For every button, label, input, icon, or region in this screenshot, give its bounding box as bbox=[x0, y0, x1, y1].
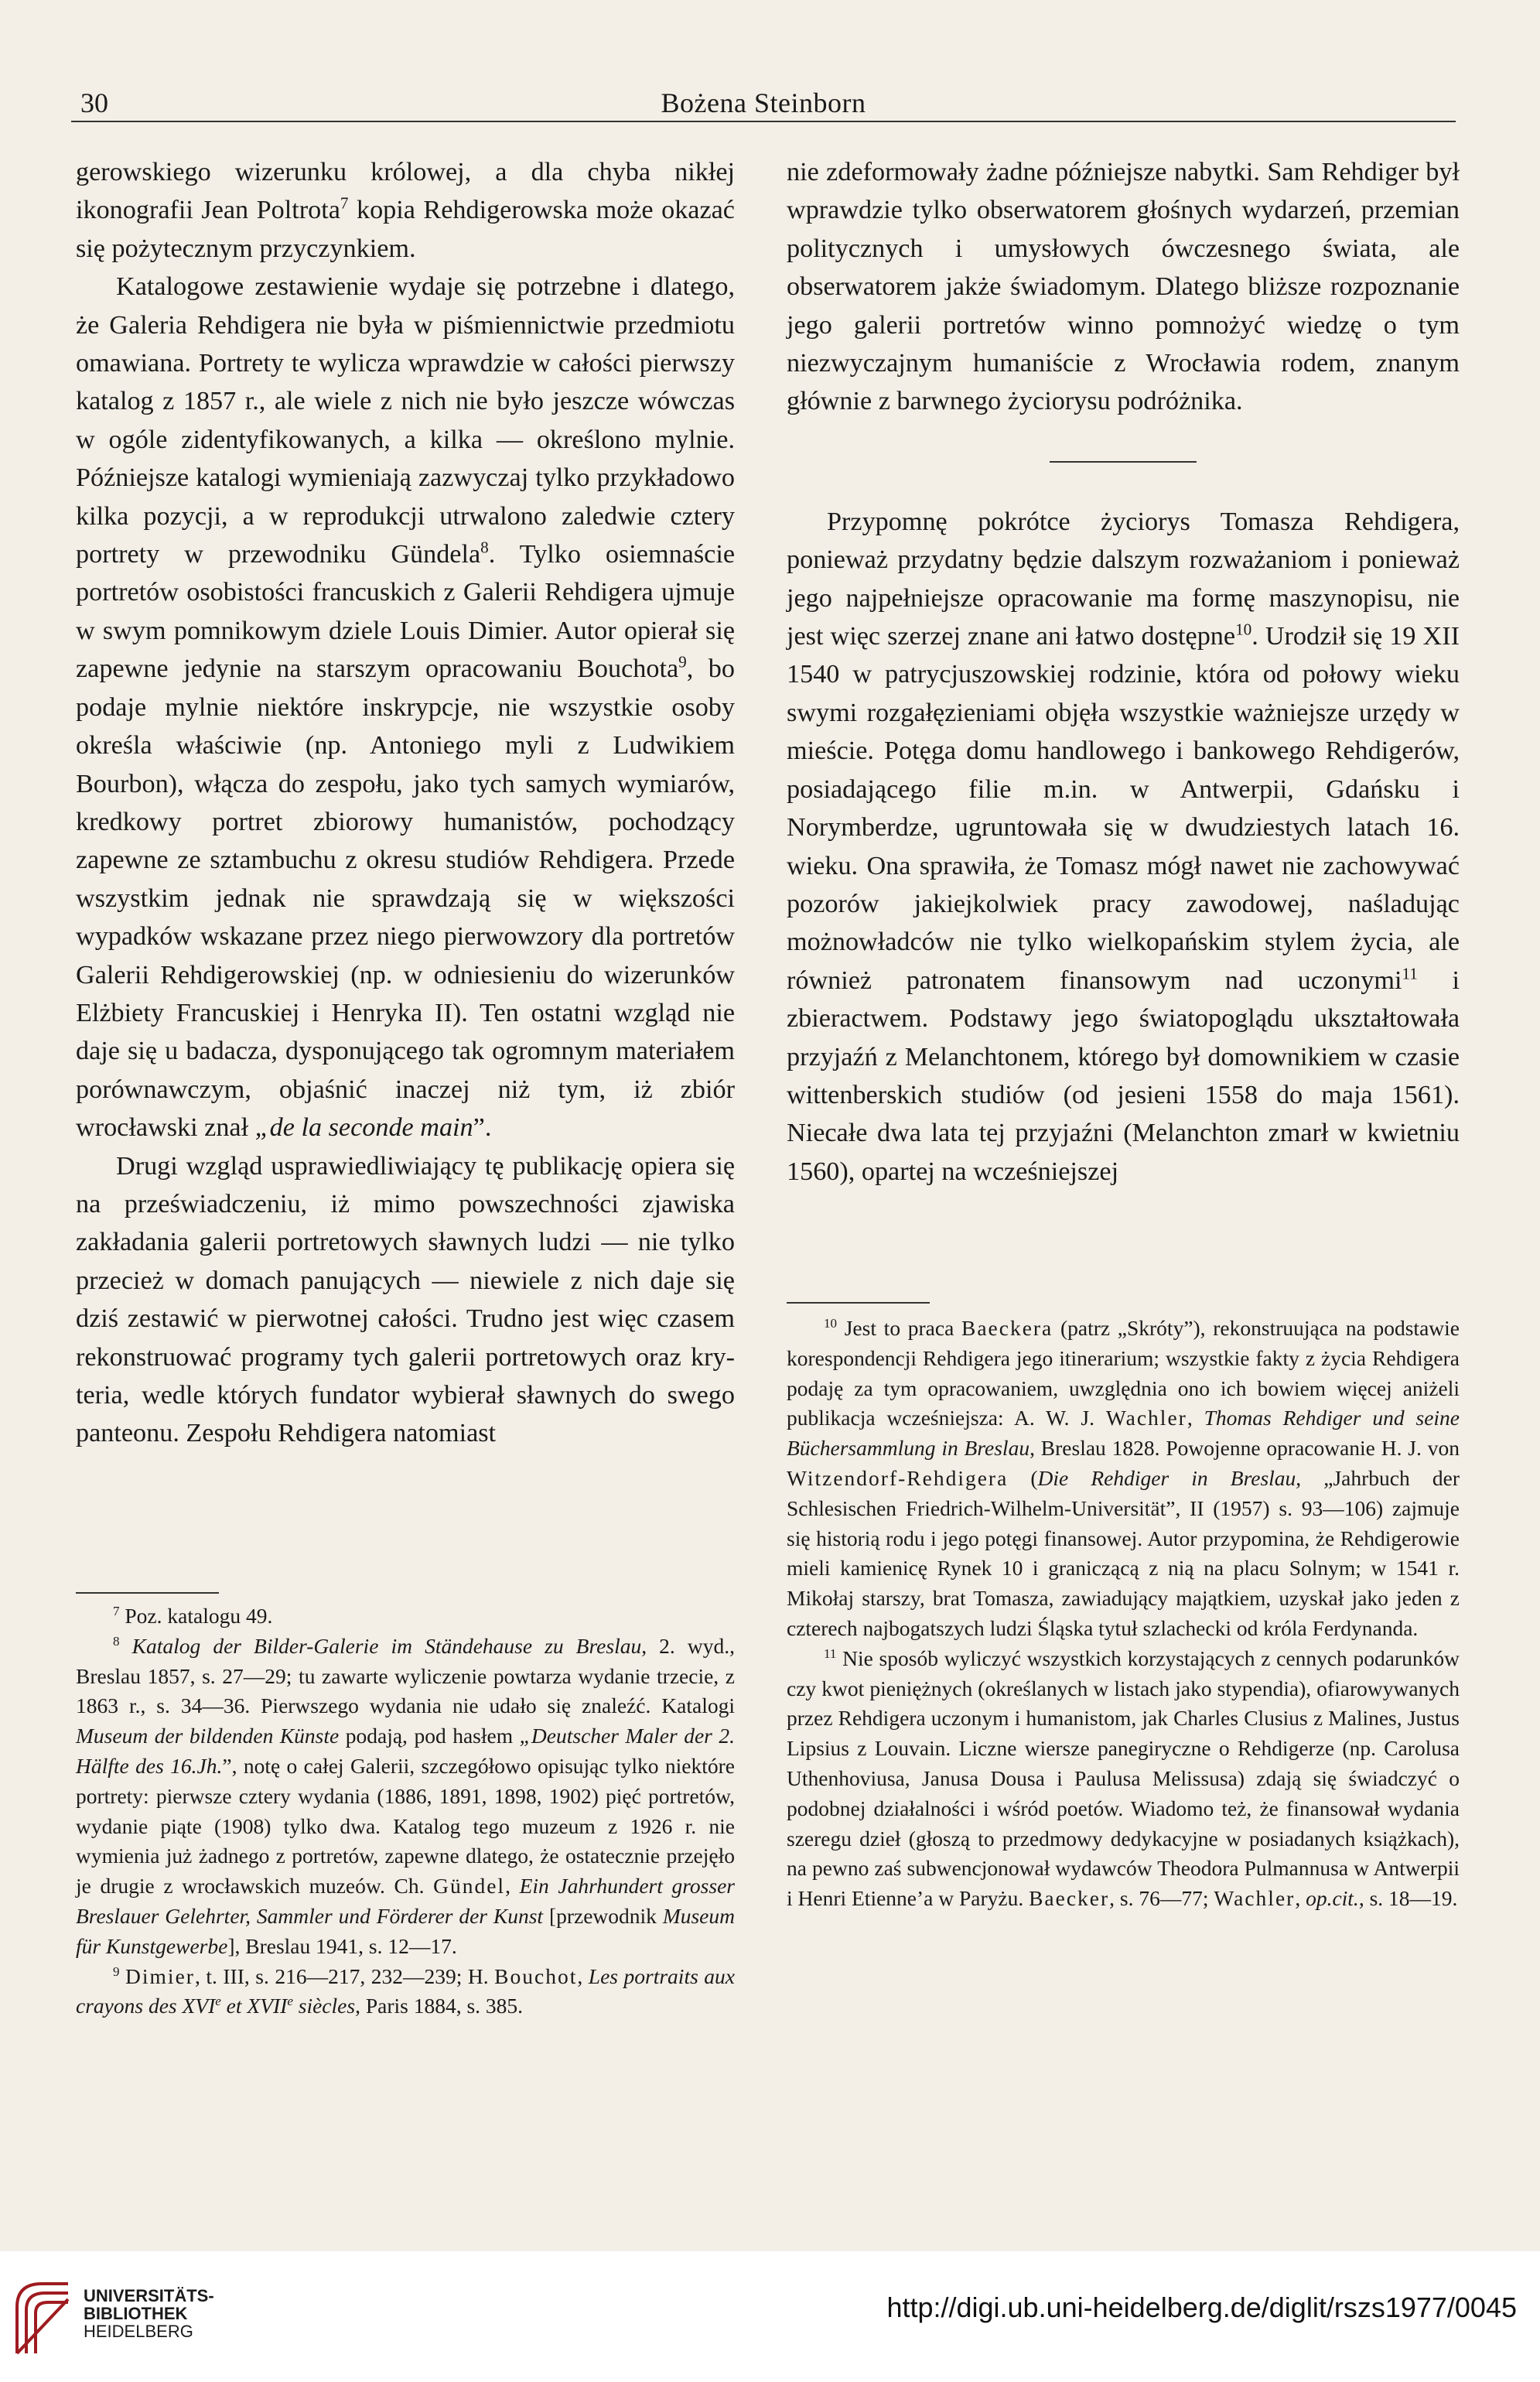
library-name bbox=[84, 2287, 214, 2340]
page-header bbox=[71, 84, 1456, 130]
library-line: HEIDELBERG bbox=[84, 2322, 193, 2341]
paragraph: gerowskiego wizerunku królowej, a dla chyba nikłej ikonografii Jean Poltrota$^7$ kopia Rehdigerowska może okazać się pożytecznym przyczynkiem. bbox=[76, 158, 735, 263]
footnotes-right bbox=[787, 1314, 1460, 1914]
paragraph: Katalogowe zestawienie wydaje się potrzebne i dlatego, że Galeria Rehdigera nie była w piśmiennictwie przedmiotu omawiana. Portrety te wylicza wprawdzie w całości pierwszy katalog z 1857 r., ale wiele z nich nie było jeszcze wówczas w ogóle zidentyfikowanych, a kilka — określono mylnie. Późniejsze katalogi wymieniają zazwyczaj tylko przykładowo kilka pozycji, a w reprodukcji utrwalono zaledwie cztery portrety w przewodniku Gündela$^8$. Tylko osiemnaście portretów osobistości francuskich z Galerii Rehdigera ujmuje w swym pomnikowym dziele Louis Dimier. Autor opierał się zapewne jedynie na starszym opracowaniu Bouchota$^9$, bo podaje mylnie niektóre inskrypcje, nie wszystkie osoby określa właściwie (np. Antoniego myli z Ludwikiem Bourbon), włącza do zespołu, jako tych samych wymiarów, kredkowy portret zbiorowy humanistów, pochodzący zapewne ze sztambuchu z okresu studiów Rehdigera. Przede wszystkim jednak nie sprawdzają się w większości wypadków wskazane przez niego pierwowzory dla portretów Galerii Rehdigerowskiej (np. w odniesieniu do wizerunków Elżbiety Francuskiej i Henryka II). Ten ostatni wzgląd nie daje się u badacza, dysponującego tak ogromnym materiałem porównawczym, objaśnić inaczej niż tym, iż zbiór wrocławski znał „de la seconde main”. bbox=[76, 272, 735, 1143]
right-column bbox=[787, 153, 1460, 1191]
footnotes-left bbox=[76, 1601, 735, 2021]
footnote: $^8$ Katalog der Bilder-Galerie im Ständehause zu Breslau, 2. wyd., Breslau 1857, s. 27—29; tu zawarte wyliczenie powtarza wydanie trzecie, z 1863 r., s. 34—36. Pierwszego wydania nie udało się znaleźć. Katalogi Museum der bildenden Künste podają, pod hasłem „Deutscher Maler der 2. Hälfte des 16.Jh.”, notę o całej Galerii, szczegółowo opisując tylko niektóre portrety: pierwsze cztery wydania (1886, 1891, 1898, 1902) pięć portretów, wydanie piąte (1908) tylko dwa. Katalog tego muzeum z 1926 r. nie wymienia już żadnego z portretów, zapewne dlatego, że ostatecznie przejęło je drugie z wrocławskich muzeów. Ch. Gündel, Ein Jahrhundert grosser Breslauer Gelehrter, Sammler und Förderer der Kunst [przewodnik Museum für Kunstgewerbe], Breslau 1941, s. 12—17. bbox=[76, 1633, 736, 1958]
footnote: $^9$ Dimier, t. III, s. 216—217, 232—239; H. Bouchot, Les portraits aux crayons des XVIe et XVIIe siècles, Paris 1884, s. 385. bbox=[76, 1963, 736, 2018]
footnote: $^7$ Poz. katalogu 49. bbox=[113, 1603, 273, 1628]
footnote: $^{11}$ Nie sposób wyliczyć wszystkich korzystających z cennych podarunków czy kwot pieniężnych (określanych w listach jako stypendia), ofiarowywanych przez Rehdigera uczonym i humanistom, jak Charles Clusius z Malines, Justus Lipsius z Louvain. Liczne wiersze panegiryczne o Rehdigerze (np. Carolusa Uthenhoviusa, Janusa Dousa i Paulusa Melissusa) zdają się świadczyć o podobnej działalności i wśród poetów. Wiadomo też, że finansował wydania szeregu dzieł (głoszą to przedmowy dedykacyjne w posiadanych książkach), na pewno zaś subwencjonował wydawców Theodora Pulmannusa w Antwerpii i Henri Etienne’a w Paryżu. Baecker, s. 76—77; Wachler, op.cit., s. 18—19. bbox=[787, 1646, 1460, 1911]
library-logo-icon bbox=[11, 2276, 74, 2361]
permalink-url[interactable]: http://digi.ub.uni-heidelberg.de/diglit/rszs1977/0045 bbox=[886, 2291, 1517, 2323]
footnote-rule bbox=[76, 1592, 219, 1594]
paragraph: Drugi wzgląd usprawiedliwiający tę publikację opiera się na przeświadczeniu, iż mimo powszechności zjawiska zakładania galerii portretowych sławnych ludzi — nie tylko przecież w domach panujących — niewiele z nich daje się dziś zestawić w pierwotnej całości. Trudno jest więc czasem rekonstruować programy tych galerii portretowych oraz kryteria, wedle których fundator wybierał sławnych do swego panteonu. Zespołu Rehdigera natomiast bbox=[76, 1151, 735, 1448]
footnote-rule bbox=[787, 1302, 930, 1304]
section-separator bbox=[1050, 461, 1197, 463]
running-title: Bożena Steinborn bbox=[661, 87, 866, 118]
paragraph: nie zdeformowały żadne późniejsze nabytki. Sam Rehdiger był wprawdzie tylko obserwatorem głośnych wydarzeń, przemian politycznych i umysłowych ówczesnego świata, ale obserwatorem jakże świadomym. Dlatego bliższe rozpoznanie jego galerii portretów winno pomnożyć wiedzę o tym niezwyczajnym humaniście z Wrocławia rodem, znanym głównie z barwnego życiorysu podróżnika. bbox=[787, 158, 1460, 416]
footnote: $^{10}$ Jest to praca Baeckera (patrz „Skróty”), rekonstruująca na podstawie korespondencji Rehdigera jego itinerarium; wszystkie fakty z życia Rehdigera podaję za tym opracowaniem, uwzględnia ono ich bowiem więcej aniżeli publikacja wcześniejsza: A. W. J. Wachler, Thomas Rehdiger und seine Büchersammlung in Breslau, Breslau 1828. Powojenne opracowanie H. J. von Witzendorf-Rehdigera (Die Rehdiger in Breslau, „Jahrbuch der Schlesischen Friedrich-Wilhelm-Universität”, II (1957) s. 93—106) zajmuje się historią rodu i jego potęgi finansowej. Autor przypomina, że Rehdigerowie mieli kamienicę Rynek 10 i graniczącą z nią na placu Solnym; w 1541 r. Mikołaj starszy, brat Tomasza, zawiadujący majątkiem, uzyskał jako jeden z czterech najbogatszych ludzi Śląska tytuł szlachecki od króla Ferdynanda. bbox=[787, 1315, 1460, 1640]
paragraph: Przypomnę pokrótce życiorys Tomasza Rehdigera, ponieważ przydatny będzie dalszym rozważaniom i ponieważ jego najpełniejsze opracowanie ma formę maszynopisu, nie jest więc szerzej znane ani łatwo dostępne$^{10}$. Urodził się 19 XII 1540 w patrycjuszowskiej rodzinie, która od połowy wieku swymi rozgałęzieniami objęła wszystkie ważniejsze urzędy w mieście. Potęga domu handlowego i bankowego Rehdigerów, posiadającego filie m.in. w Antwerpii, Gdańsku i Norymberdze, ugruntowała się w dwudziestych latach 16. wieku. Ona sprawiła, że Tomasz mógł nawet nie zachowywać pozorów jakiejkolwiek pracy zawodowej, naśladując możnowładców nie tylko wielkopańskim stylem życia, ale również patronatem finansowym nad uczonymi$^{11}$ i zbieractwem. Podstawy jego światopoglądu ukształtowała przyjaźń z Melanchtonem, którego był domownikiem w czasie wittenberskich studiów (od jesieni 1558 do maja 1561). Niecałe dwa lata tej przyjaźni (Melanchton zmarł w kwietniu 1560), opartej na wcześniejszej bbox=[787, 507, 1460, 1186]
left-column bbox=[76, 153, 735, 1453]
page-number: 30 bbox=[80, 87, 108, 118]
viewer-footer bbox=[0, 2251, 1540, 2382]
header-rule bbox=[71, 121, 1456, 122]
library-line: BIBLIOTHEK bbox=[84, 2304, 188, 2323]
library-line: UNIVERSITÄTS- bbox=[84, 2286, 214, 2305]
